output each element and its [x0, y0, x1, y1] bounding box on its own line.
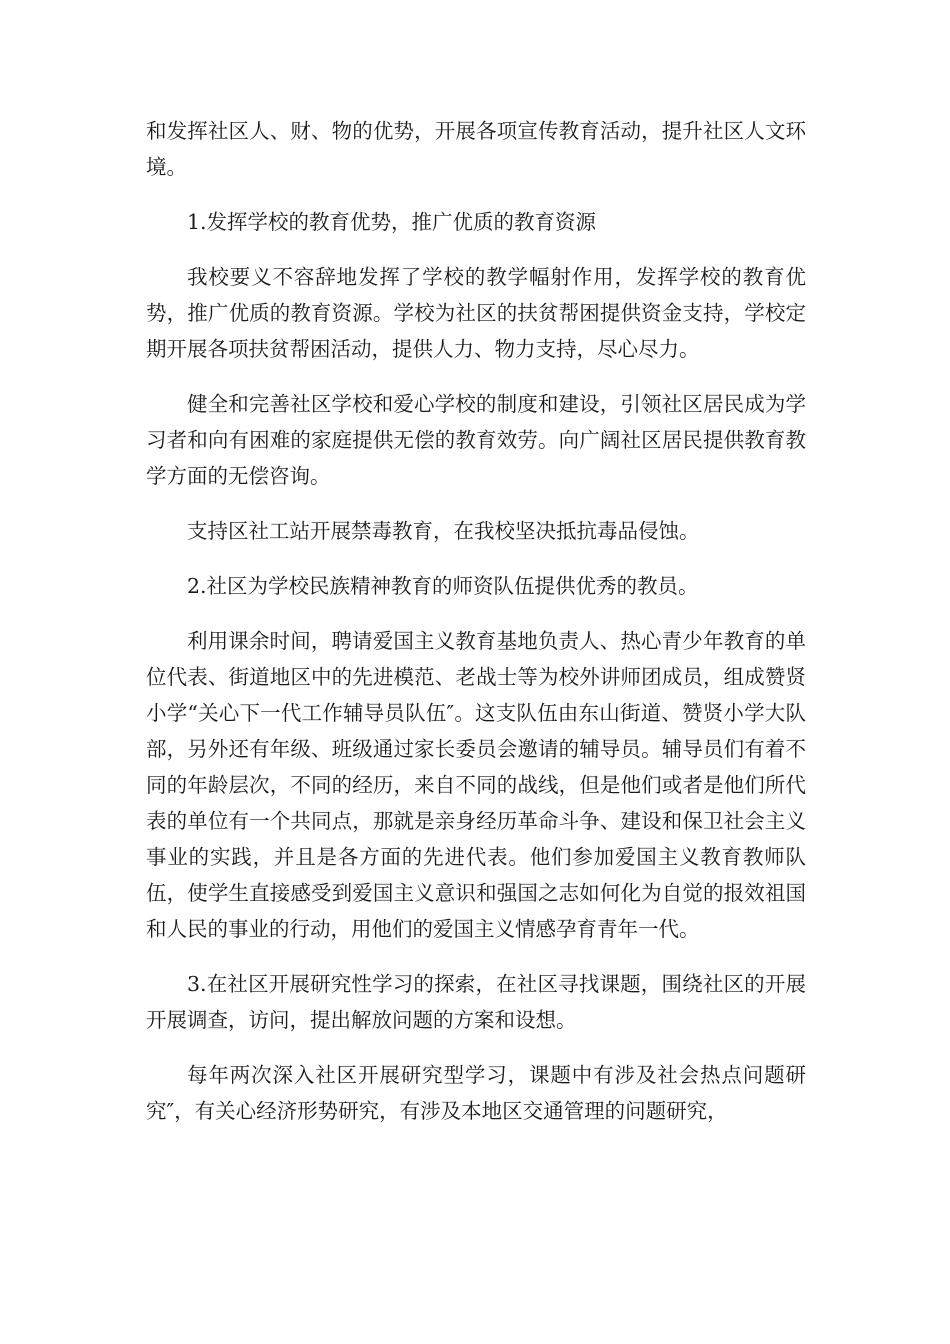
section-heading-2: 2.社区为学校民族精神教育的师资队伍提供优秀的教员。	[187, 574, 699, 598]
paragraph: 支持区社工站开展禁毒教育，在我校坚决抵抗毒品侵蚀。	[187, 519, 700, 543]
paragraph: 健全和完善社区学校和爱心学校的制度和建设，引领社区居民成为学习者和向有困难的家庭提供无偿的教育效劳。向广阔社区居民提供教育教学方面的无偿咨询。	[146, 392, 806, 488]
paragraph-continuation: 和发挥社区人、财、物的优势，开展各项宣传教育活动，提升社区人文环境。	[146, 119, 806, 179]
paragraph: 每年两次深入社区开展研究型学习，课题中有涉及社会热点问题研究″，有关心经济形势研究，有涉及本地区交通管理的问题研究，	[146, 1063, 806, 1123]
paragraph: 利用课余时间，聘请爱国主义教育基地负责人、热心青少年教育的单位代表、街道地区中的先进模范、老战士等为校外讲师团成员，组成赞贤小学“关心下一代工作辅导员队伍″。这支队伍由东山街道、赞贤小学大队部，另外还有年级、班级通过家长委员会邀请的辅导员。辅导员们有着不同的年龄层次，不同的经历，来自不同的战线，但是他们或者是他们所代表的单位有一个共同点，那就是亲身经历革命斗争、建设和保卫社会主义事业的实践，并且是各方面的先进代表。他们参加爱国主义教育教师队伍，使学生直接感受到爱国主义意识和强国之志如何化为自觉的报效祖国和人民的事业的行动，用他们的爱国主义情感孕育青年一代。	[146, 629, 806, 941]
section-heading-3: 3.在社区开展研究性学习的探索，在社区寻找课题，围绕社区的开展开展调查，访问，提出解放问题的方案和设想。	[146, 972, 806, 1032]
document-body	[146, 113, 806, 1148]
section-heading-1: 1.发挥学校的教育优势，推广优质的教育资源	[187, 210, 597, 234]
paragraph: 我校要义不容辞地发挥了学校的教学幅射作用，发挥学校的教育优势，推广优质的教育资源。学校为社区的扶贫帮困提供资金支持，学校定期开展各项扶贫帮困活动，提供人力、物力支持，尽心尽力。	[146, 265, 806, 361]
